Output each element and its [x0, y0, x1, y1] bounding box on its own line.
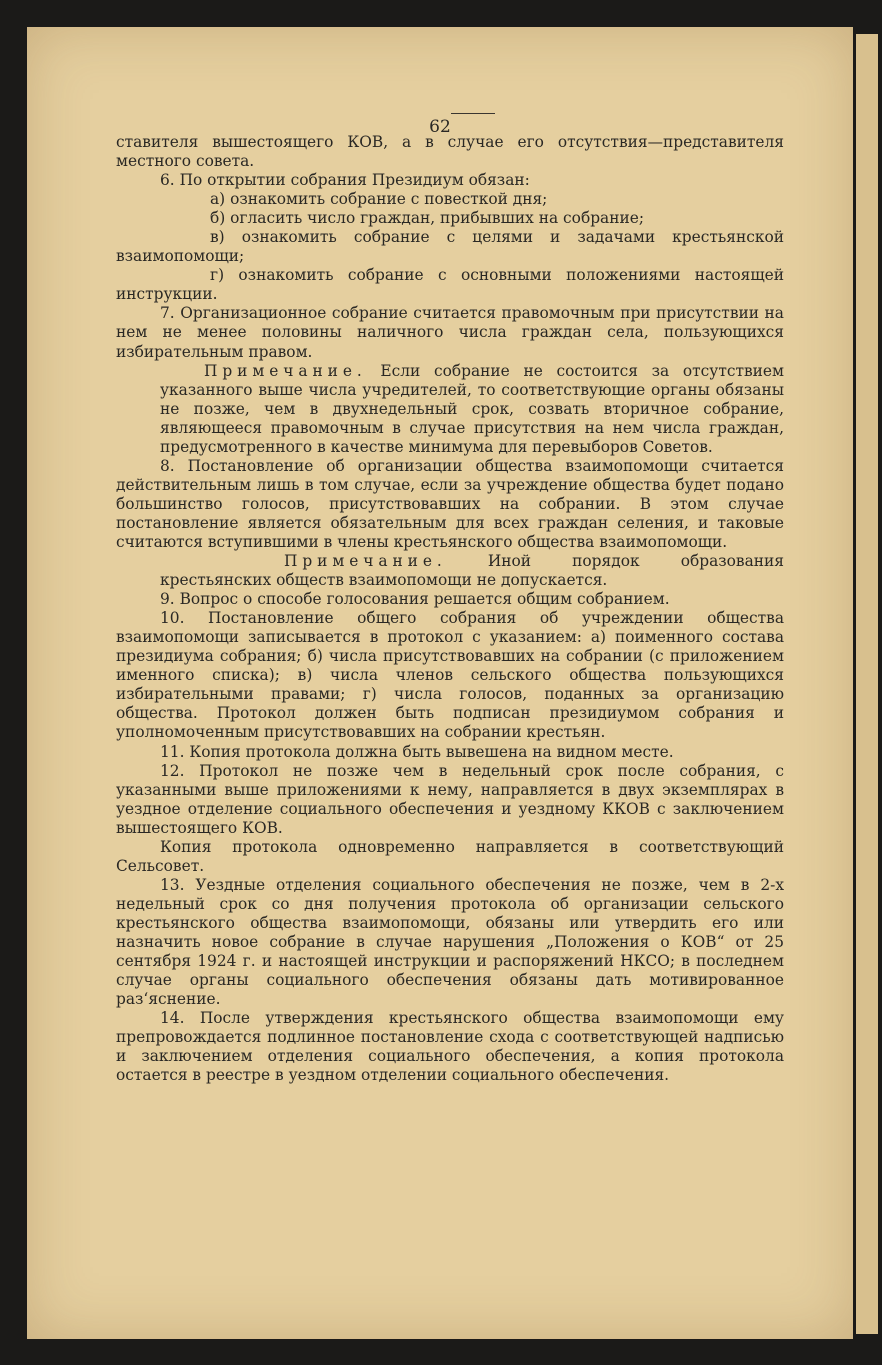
paragraph-item-14: 14. После утверждения крестьянского общества взаимопомощи ему препровождается подлинное постановление схода с соответствующей надписью и заключением отделения социального обеспечения, а копия протокола остается в реестре в уездном отделении социального обеспечения. [116, 1009, 784, 1085]
page-text [116, 133, 784, 1085]
note-2 [160, 552, 784, 590]
paragraph-item-6: 6. По открытии собрания Президиум обязан: [160, 171, 530, 190]
paragraph-item-13: 13. Уездные отделения социального обеспечения не позже, чем в 2-х недельный срок со дня получения протокола об организации сельского крестьянского общества взаимопомощи, обязаны или утвердить его или назначить новое собрание в случае нарушения „Положения о КОВ“ от 25 сентября 1924 г. и настоящей инструкции и распоряжений НКСО; в последнем случае органы социального обеспечения обязаны дать мотивированное раз‘яснение. [116, 875, 784, 1009]
paragraph-item-7: 7. Организационное собрание считается правомочным при присутствии на нем не менее половины наличного числа граждан села, пользующихся избирательным правом. [116, 304, 784, 361]
subitem-g: г) ознакомить собрание с основными положениями настоящей инструкции. [116, 266, 784, 304]
next-page-edge [856, 34, 878, 1334]
subitem-v: в) ознакомить собрание с целями и задачами крестьянской взаимопомощи; [116, 228, 784, 266]
paragraph-item-9: 9. Вопрос о способе голосования решается общим собранием. [160, 590, 670, 609]
page-number-rule [451, 113, 495, 114]
note-2-text: Иной порядок образования крестьянских обществ взаимопомощи не допускается. [160, 552, 784, 590]
paragraph-item-12: 12. Протокол не позже чем в недельный срок после собрания, с указанными выше приложениями к нему, направляется в двух экземплярах в уездное отделение социального обеспечения и уездному ККОВ с заключением вышестоящего КОВ. [116, 761, 784, 837]
subitem-a: а) ознакомить собрание с повесткой дня; [210, 190, 548, 209]
note-1-text: Если собрание не состоится за отсутствием указанного выше числа учредителей, то соответствующие органы обязаны не позже, чем в двухнедельный срок, созвать вторичное собрание, являющееся правомочным в случае присутствия на нем числа граждан, предусмотренного в качестве минимума для перевыборов Советов. [160, 361, 784, 456]
note-label: Примечание. [204, 361, 367, 380]
paragraph-item-8: 8. Постановление об организации общества взаимопомощи считается действительным лишь в том случае, если за учреждение общества будет подано большинство голосов, присутствовавших на собрании. В этом случае постановление является обязательным для всех граждан селения, и таковые считаются вступившими в члены крестьянского общества взаимопомощи. [116, 456, 784, 551]
paragraph-item-10: 10. Постановление общего собрания об учреждении общества взаимопомощи записывается в протокол с указанием: а) поименного состава президиума собрания; б) числа присутствовавших на собрании (с приложением именного списка); в) числа членов сельского общества пользующихся избирательными правами; г) числа голосов, поданных за организацию общества. Протокол должен быть подписан президиумом собрания и уполномоченным присутствовавших на собрании крестьян. [116, 609, 784, 742]
paragraph-item-11: 11. Копия протокола должна быть вывешена на видном месте. [160, 742, 674, 761]
note-label: Примечание. [284, 552, 447, 571]
paragraph-copy-note: Копия протокола одновременно направляется в соответствующий Сельсовет. [116, 837, 784, 875]
note-1 [160, 362, 784, 457]
subitem-b: б) огласить число граждан, прибывших на собрание; [210, 209, 645, 228]
page-number: 62 [429, 117, 451, 137]
paragraph-continuation: ставителя вышестоящего КОВ, а в случае его отсутствия—представителя местного совета. [116, 133, 784, 171]
